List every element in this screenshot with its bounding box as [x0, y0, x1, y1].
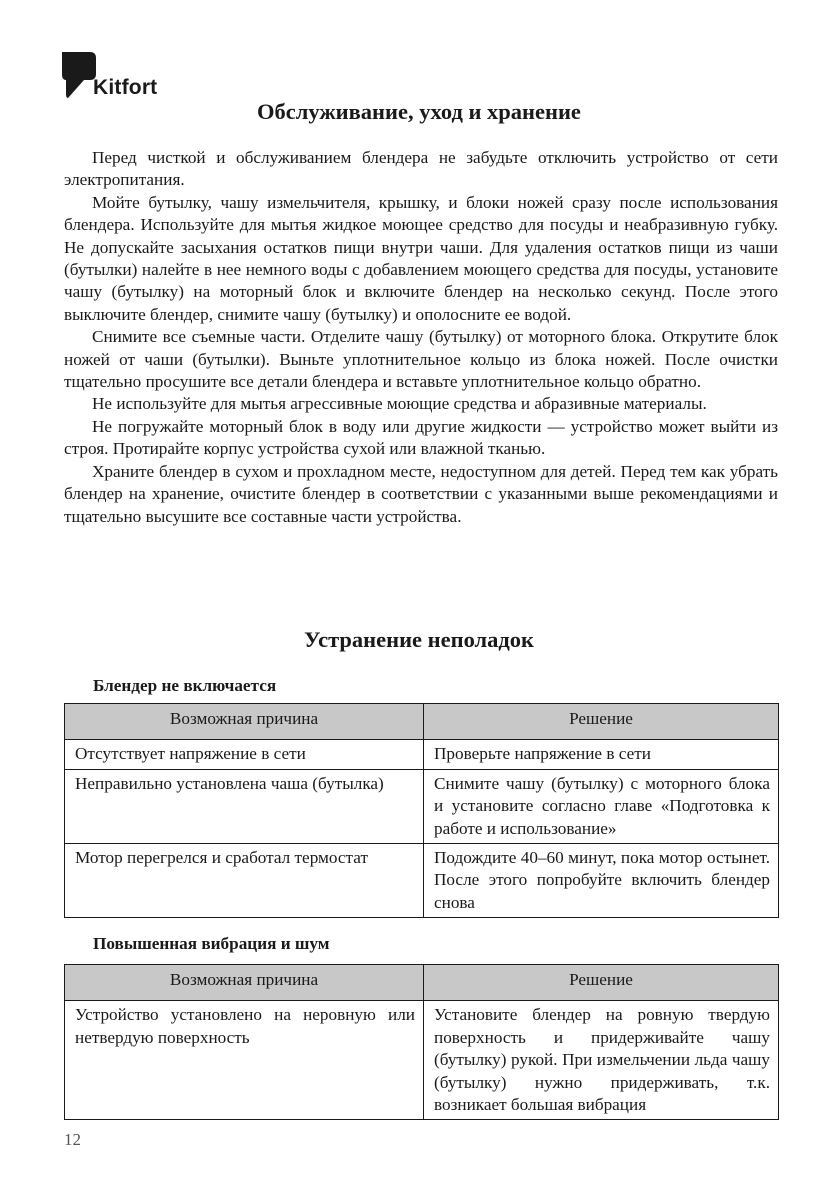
paragraph: Перед чисткой и обслуживанием блендера не забудьте отключить устройство от сети электропитания.: [64, 148, 778, 190]
cause-cell: Неправильно установлена чаша (бутылка): [65, 769, 424, 843]
table-header-row: [65, 965, 779, 1001]
column-header-cause: Возможная причина: [65, 704, 424, 740]
cause-cell: Мотор перегрелся и сработал термостат: [65, 844, 424, 918]
table-row: [65, 769, 779, 843]
logo-text: Kitfort: [93, 76, 158, 99]
paragraph: Не погружайте моторный блок в воду или другие жидкости — устройство может выйти из строя. Протирайте корпус устройства сухой или влажной тканью.: [64, 416, 778, 459]
column-header-cause: Возможная причина: [65, 965, 424, 1001]
table-row: [65, 844, 779, 918]
solution-cell: Подождите 40–60 минут, пока мотор остынет. После этого попробуйте включить блендер снова: [424, 844, 779, 918]
section-title-maintenance: Обслуживание, уход и хранение: [257, 99, 581, 124]
maintenance-text: [64, 147, 778, 528]
cause-cell: Отсутствует напряжение в сети: [65, 740, 424, 769]
paragraph: Храните блендер в сухом и прохладном месте, недоступном для детей. Перед тем как убрать блендер на хранение, очистите блендер в соответствии с указанными выше рекомендациями и тщательно высушите все составные части устройства.: [64, 461, 778, 526]
troubleshooting-table-vibration: [64, 964, 779, 1120]
solution-cell: Установите блендер на ровную твердую поверхность и придерживайте чашу (бутылку) рукой. При измельчении льда чашу (бутылку) нужно придерживать, т.к. возникает большая вибрация: [424, 1001, 779, 1120]
kitfort-logo-icon: [62, 52, 96, 98]
solution-cell: Проверьте напряжение в сети: [424, 740, 779, 769]
page-number: 12: [64, 1130, 81, 1149]
paragraph: Не используйте для мытья агрессивные моющие средства и абразивные материалы.: [92, 394, 707, 414]
paragraph: Снимите все съемные части. Отделите чашу (бутылку) от моторного блока. Открутите блок ножей от чаши (бутылки). Выньте уплотнительное кольцо из блока ножей. После очистки тщательно просушите все детали блендера и вставьте уплотнительное кольцо обратно.: [64, 327, 778, 392]
paragraph: Мойте бутылку, чашу измельчителя, крышку, и блоки ножей сразу после использования блендера. Используйте для мытья жидкое моющее средство для посуды и неабразивную губку. Не допускайте засыхания остатков пищи внутри чаши. Для удаления остатков пищи из чаши (бутылки) налейте в нее немного воды с добавлением моющего средства для посуды, установите чашу (бутылку) на моторный блок и включите блендер на несколько секунд. После этого выключите блендер, снимите чашу (бутылку) и ополосните ее водой.: [64, 192, 778, 324]
section-title-troubleshooting: Устранение неполадок: [304, 627, 534, 652]
table-row: [65, 1001, 779, 1120]
troubleshooting-table-power: [64, 703, 779, 918]
table-subtitle: Блендер не включается: [93, 676, 277, 695]
cause-cell: Устройство установлено на неровную или нетвердую поверхность: [65, 1001, 424, 1120]
column-header-solution: Решение: [424, 704, 779, 740]
table-row: [65, 740, 779, 769]
column-header-solution: Решение: [424, 965, 779, 1001]
solution-cell: Снимите чашу (бутылку) с моторного блока и установите согласно главе «Подготовка к работе и использование»: [424, 769, 779, 843]
table-header-row: [65, 704, 779, 740]
kitfort-logo: [62, 52, 157, 98]
table-subtitle: Повышенная вибрация и шум: [93, 934, 330, 953]
